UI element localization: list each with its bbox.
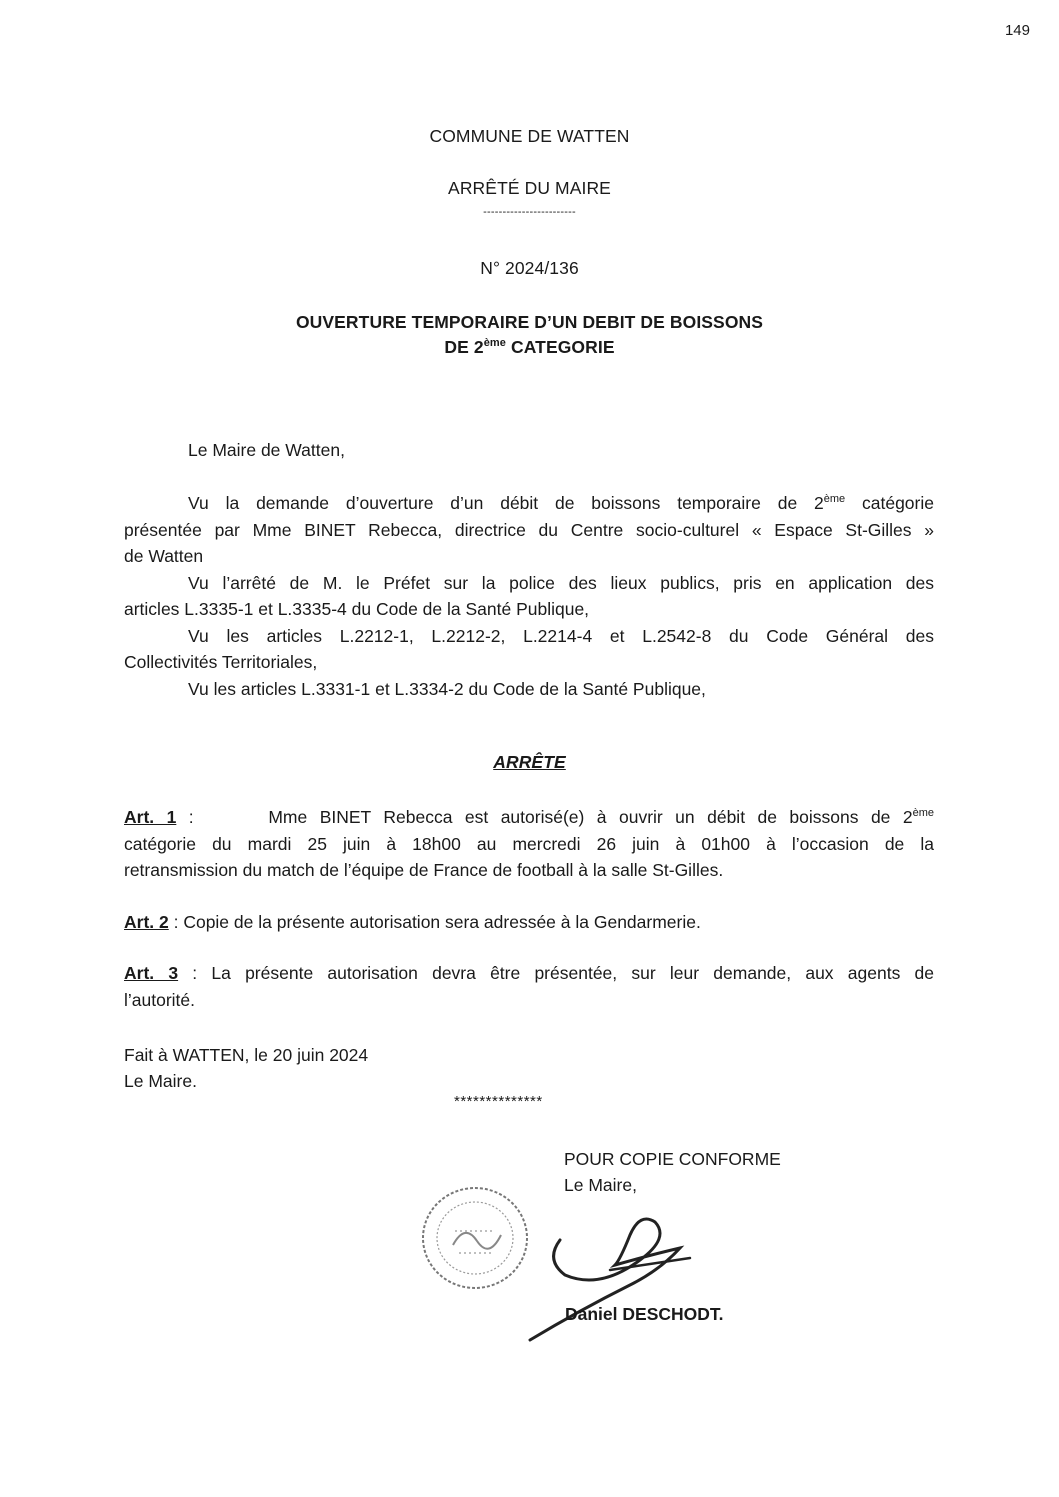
commune-heading: COMMUNE DE WATTEN [429, 126, 630, 146]
mairie-stamp [415, 1183, 535, 1293]
article-3-line-2: l’autorité. [124, 989, 196, 1010]
article-3-label: Art. 3 [124, 963, 179, 983]
arrete-title: ARRÊTE [493, 752, 566, 772]
vu-2-line-2: articles L.3335-1 et L.3335-4 du Code de la Santé Publique, [124, 599, 590, 619]
vu-1-line-3: de Watten [124, 546, 204, 566]
stars-separator: ************** [454, 1093, 543, 1110]
le-maire-signature-label: Le Maire, [564, 1175, 637, 1195]
le-maire-label: Le Maire. [124, 1071, 197, 1091]
fait-block [124, 1042, 368, 1094]
vu-1-line-2: présentée par Mme BINET Rebecca, directrice du Centre socio-culturel « Espace St-Gilles » [124, 519, 934, 540]
arrete-du-maire-heading: ARRÊTÉ DU MAIRE [448, 178, 611, 198]
heading-separator: ------------------------ [483, 206, 576, 218]
vu-3-line-2: Collectivités Territoriales, [124, 652, 318, 672]
pour-copie-conforme: POUR COPIE CONFORME [564, 1149, 781, 1169]
article-1-line-2: catégorie du mardi 25 juin à 18h00 au mercredi 26 juin à 01h00 à l’occasion de la [124, 833, 934, 854]
article-2-label: Art. 2 [124, 912, 169, 932]
signature [520, 1200, 720, 1350]
objet-line-2: DE 2ème CATEGORIE [444, 337, 615, 357]
vu-2-line-1: Vu l’arrêté de M. le Préfet sur la police des lieux publics, pris en application des [188, 572, 934, 593]
vu-4-line-1: Vu les articles L.3331-1 et L.3334-2 du Code de la Santé Publique, [188, 678, 706, 699]
article-1-label: Art. 1 [124, 807, 177, 827]
copie-conforme-block [564, 1146, 781, 1198]
article-1-line-3: retransmission du match de l’équipe de France de football à la salle St-Gilles. [124, 860, 724, 880]
article-1-line-1: Art. 1 : Mme BINET Rebecca est autorisé(e) à ouvrir un débit de boissons de 2ème [124, 807, 934, 827]
article-3 [124, 960, 934, 1013]
page-number: 149 [1004, 22, 1030, 39]
signataire-name: Daniel DESCHODT. [565, 1304, 724, 1324]
article-1 [124, 804, 934, 884]
intro-text: Le Maire de Watten, [188, 440, 345, 460]
objet-line-1: OUVERTURE TEMPORAIRE D’UN DEBIT DE BOISSONS [295, 312, 764, 332]
fait-a-date: Fait à WATTEN, le 20 juin 2024 [124, 1045, 369, 1065]
considerants-block [124, 490, 934, 702]
article-2-line-1: Art. 2 : Copie de la présente autorisation sera adressée à la Gendarmerie. [124, 912, 701, 932]
vu-3-line-1: Vu les articles L.2212-1, L.2212-2, L.2214-4 et L.2542-8 du Code Général des [188, 625, 934, 646]
article-3-line-1: Art. 3 : La présente autorisation devra être présentée, sur leur demande, aux agents de [124, 963, 934, 983]
article-2 [124, 909, 934, 936]
vu-1-line-1: Vu la demande d’ouverture d’un débit de boissons temporaire de 2ème catégorie [188, 493, 934, 513]
arrete-number: N° 2024/136 [480, 258, 579, 278]
